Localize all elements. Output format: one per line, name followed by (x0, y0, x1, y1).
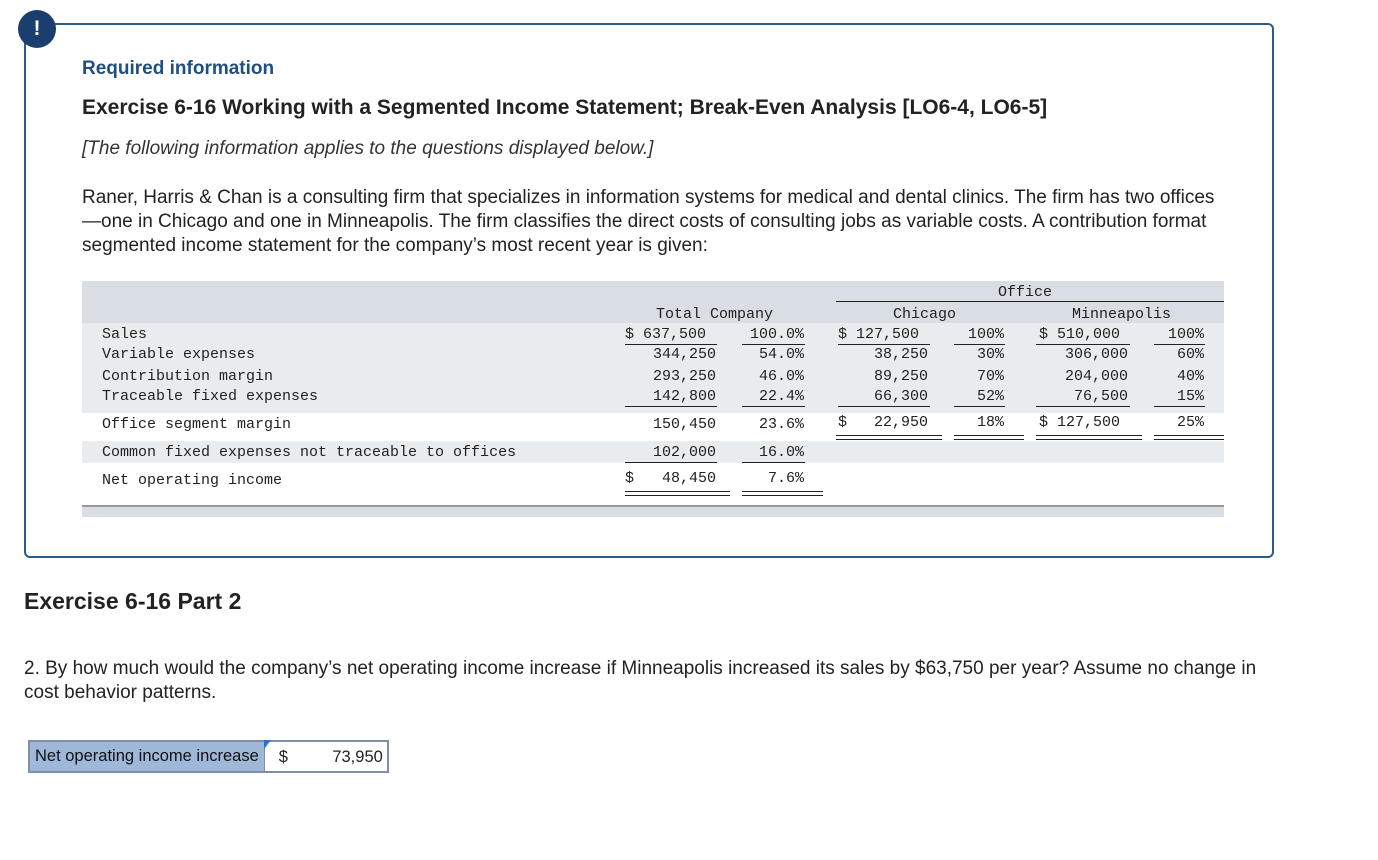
double-underline (1154, 435, 1224, 440)
exercise-title: Exercise 6-16 Working with a Segmented Income Statement; Break-Even Analysis [LO6-4, LO6-5] (82, 96, 1048, 119)
underline (838, 406, 930, 407)
minneapolis-cell: $ 127,500 (1039, 414, 1121, 431)
total-cell: 150,450 (652, 416, 716, 433)
total-cell: 142,800 (652, 388, 716, 405)
table-header-band (82, 281, 1224, 323)
row-label: Net operating income (102, 472, 283, 489)
underline (625, 462, 717, 463)
chicago-pct-cell: 70% (976, 368, 1004, 385)
row-label: Traceable fixed expenses (102, 388, 319, 405)
required-information-heading: Required information (82, 58, 275, 79)
chicago-cell: 66,300 (873, 388, 928, 405)
underline (1036, 344, 1130, 345)
double-underline (836, 435, 942, 440)
chicago-cell: 38,250 (873, 346, 928, 363)
double-underline (1036, 435, 1142, 440)
row-label: Variable expenses (102, 346, 256, 363)
underline (1154, 406, 1205, 407)
underline (1036, 406, 1130, 407)
minneapolis-header: Minneapolis (1072, 306, 1172, 323)
info-subtitle: [The following information applies to the questions displayed below.] (82, 138, 654, 159)
underline (954, 344, 1005, 345)
chicago-header: Chicago (893, 306, 957, 323)
total-pct-cell: 16.0% (758, 444, 804, 461)
total-cell: 344,250 (652, 346, 716, 363)
total-pct-cell: 22.4% (758, 388, 804, 405)
minneapolis-pct-cell: 25% (1176, 414, 1204, 431)
underline (838, 344, 930, 345)
chicago-cell: 22,950 (873, 414, 928, 431)
office-header: Office (998, 284, 1053, 301)
table-bottom-bar (82, 505, 1224, 517)
row-label: Office segment margin (102, 416, 292, 433)
underline (954, 406, 1005, 407)
question-text: 2. By how much would the company’s net operating income increase if Minneapolis increased its sales by $63,750 per year? Assume no change in cost behavior patterns. (24, 658, 1257, 703)
chicago-pct-cell: 52% (976, 388, 1004, 405)
total-cell: 48,450 (661, 470, 716, 487)
problem-description: Raner, Harris & Chan is a consulting firm that specializes in information systems for medical and dental clinics. The firm has two offices—one in Chicago and one in Minneapolis. The firm classifies the direct costs of consulting jobs as variable costs. A contribution format segmented income statement for the company’s most recent year is given: (82, 187, 1215, 256)
total-pct-cell: 7.6% (767, 470, 804, 487)
total-cell: 293,250 (652, 368, 716, 385)
row-label: Common fixed expenses not traceable to offices (102, 444, 517, 461)
minneapolis-cell: 204,000 (1064, 368, 1128, 385)
minneapolis-cell: 306,000 (1064, 346, 1128, 363)
flag-icon (264, 740, 271, 749)
row-label: Contribution margin (102, 368, 274, 385)
answer-label: Net operating income increase (30, 742, 264, 771)
row-label: Sales (102, 326, 148, 343)
minneapolis-pct-cell: 60% (1176, 346, 1204, 363)
total-currency: $ (625, 470, 635, 487)
minneapolis-cell: $ 510,000 (1039, 326, 1121, 343)
chicago-pct-cell: 100% (967, 326, 1004, 343)
answer-input[interactable] (264, 742, 387, 771)
minneapolis-pct-cell: 100% (1167, 326, 1204, 343)
minneapolis-cell: 76,500 (1073, 388, 1128, 405)
total-company-header: Total Company (656, 306, 774, 323)
underline (742, 344, 805, 345)
answer-row (28, 740, 389, 773)
total-cell: $ 637,500 (625, 326, 707, 343)
double-underline (625, 491, 730, 496)
double-underline (742, 491, 823, 496)
total-pct-cell: 23.6% (758, 416, 804, 433)
underline (625, 406, 717, 407)
answer-value[interactable]: 73,950 (332, 748, 383, 766)
total-pct-cell: 54.0% (758, 346, 804, 363)
double-underline (954, 435, 1024, 440)
minneapolis-pct-cell: 15% (1176, 388, 1204, 405)
chicago-cell: 89,250 (873, 368, 928, 385)
underline (1154, 344, 1205, 345)
part-title: Exercise 6-16 Part 2 (24, 588, 242, 614)
underline (742, 462, 805, 463)
office-header-rule (836, 301, 1224, 302)
minneapolis-pct-cell: 40% (1176, 368, 1204, 385)
chicago-cell: $ 127,500 (838, 326, 920, 343)
chicago-pct-cell: 18% (976, 414, 1004, 431)
chicago-pct-cell: 30% (976, 346, 1004, 363)
total-pct-cell: 100.0% (749, 326, 804, 343)
alert-icon: ! (18, 10, 56, 48)
chicago-currency: $ (838, 414, 848, 431)
answer-currency: $ (278, 748, 288, 766)
total-cell: 102,000 (652, 444, 716, 461)
underline (625, 344, 717, 345)
underline (742, 406, 805, 407)
total-pct-cell: 46.0% (758, 368, 804, 385)
segmented-income-statement (82, 281, 1224, 516)
